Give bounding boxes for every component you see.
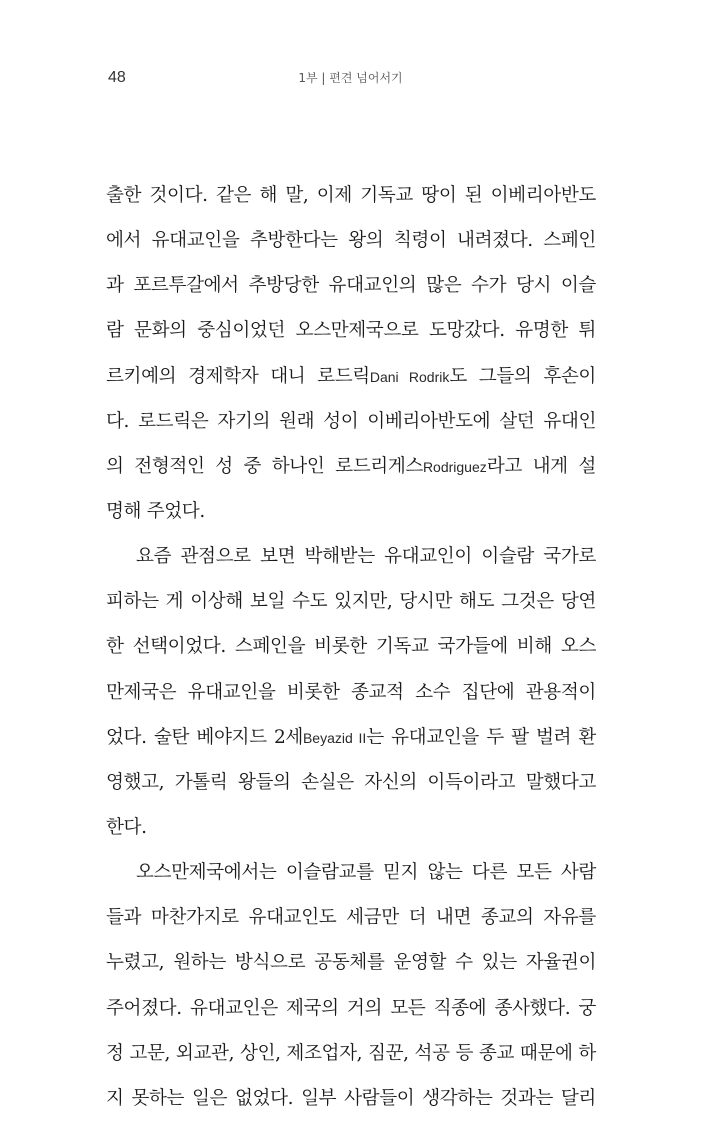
running-title: 1부 | 편견 넘어서기 bbox=[298, 71, 403, 85]
text-segment: 었다. 술탄 베야지드 2세 bbox=[106, 726, 303, 748]
text-segment: 의 전형적인 성 중 하나인 로드리게스 bbox=[106, 455, 423, 477]
text-line bbox=[106, 354, 596, 399]
text-line: 주어졌다. 유대교인은 제국의 거의 모든 직종에 종사했다. 궁 bbox=[106, 997, 596, 1019]
text-line: 들과 마찬가지로 유대교인도 세금만 더 내면 종교의 자유를 bbox=[106, 907, 596, 929]
text-line: 요즘 관점으로 보면 박해받는 유대교인이 이슬람 국가로 bbox=[136, 546, 596, 568]
running-head bbox=[0, 66, 701, 90]
latin-name: Rodriguez bbox=[422, 458, 487, 475]
page-number: 48 bbox=[108, 69, 126, 86]
latin-name: Beyazid II bbox=[302, 729, 367, 746]
text-segment: 라고 내게 설 bbox=[486, 455, 596, 477]
text-line: 한 선택이었다. 스페인을 비롯한 기독교 국가들에 비해 오스 bbox=[106, 636, 596, 658]
text-line: 영했고, 가톨릭 왕들의 손실은 자신의 이득이라고 말했다고 bbox=[106, 771, 596, 793]
text-line: 오스만제국에서는 이슬람교를 믿지 않는 다른 모든 사람 bbox=[136, 862, 596, 884]
text-line: 명해 주었다. bbox=[106, 500, 205, 522]
text-line: 만제국은 유대교인을 비롯한 종교적 소수 집단에 관용적이 bbox=[106, 681, 596, 703]
latin-name: Dani Rodrik bbox=[369, 368, 450, 385]
text-line: 에서 유대교인을 추방한다는 왕의 칙령이 내려졌다. 스페인 bbox=[106, 230, 596, 252]
text-line: 람 문화의 중심이었던 오스만제국으로 도망갔다. 유명한 튀 bbox=[106, 320, 596, 342]
text-line: 누렸고, 원하는 방식으로 공동체를 운영할 수 있는 자율권이 bbox=[106, 952, 596, 974]
text-segment: 도 그들의 후손이 bbox=[449, 365, 596, 387]
text-line: 피하는 게 이상해 보일 수도 있지만, 당시만 해도 그것은 당연 bbox=[106, 591, 596, 613]
text-line: 출한 것이다. 같은 해 말, 이제 기독교 땅이 된 이베리아반도 bbox=[106, 185, 596, 206]
text-line bbox=[106, 444, 596, 489]
text-segment: 는 유대교인을 두 팔 벌려 환 bbox=[366, 726, 596, 748]
text-line: 지 못하는 일은 없었다. 일부 사람들이 생각하는 것과는 달리 bbox=[106, 1087, 596, 1109]
text-line: 한다. bbox=[106, 816, 147, 838]
text-line: 과 포르투갈에서 추방당한 유대교인의 많은 수가 당시 이슬 bbox=[106, 275, 596, 297]
text-line: 다. 로드릭은 자기의 원래 성이 이베리아반도에 살던 유대인 bbox=[106, 410, 596, 432]
text-line: 정 고문, 외교관, 상인, 제조업자, 짐꾼, 석공 등 종교 때문에 하 bbox=[106, 1042, 596, 1064]
body-text bbox=[106, 173, 596, 1121]
text-segment: 르키예의 경제학자 대니 로드릭 bbox=[106, 365, 370, 387]
text-line bbox=[106, 715, 596, 760]
